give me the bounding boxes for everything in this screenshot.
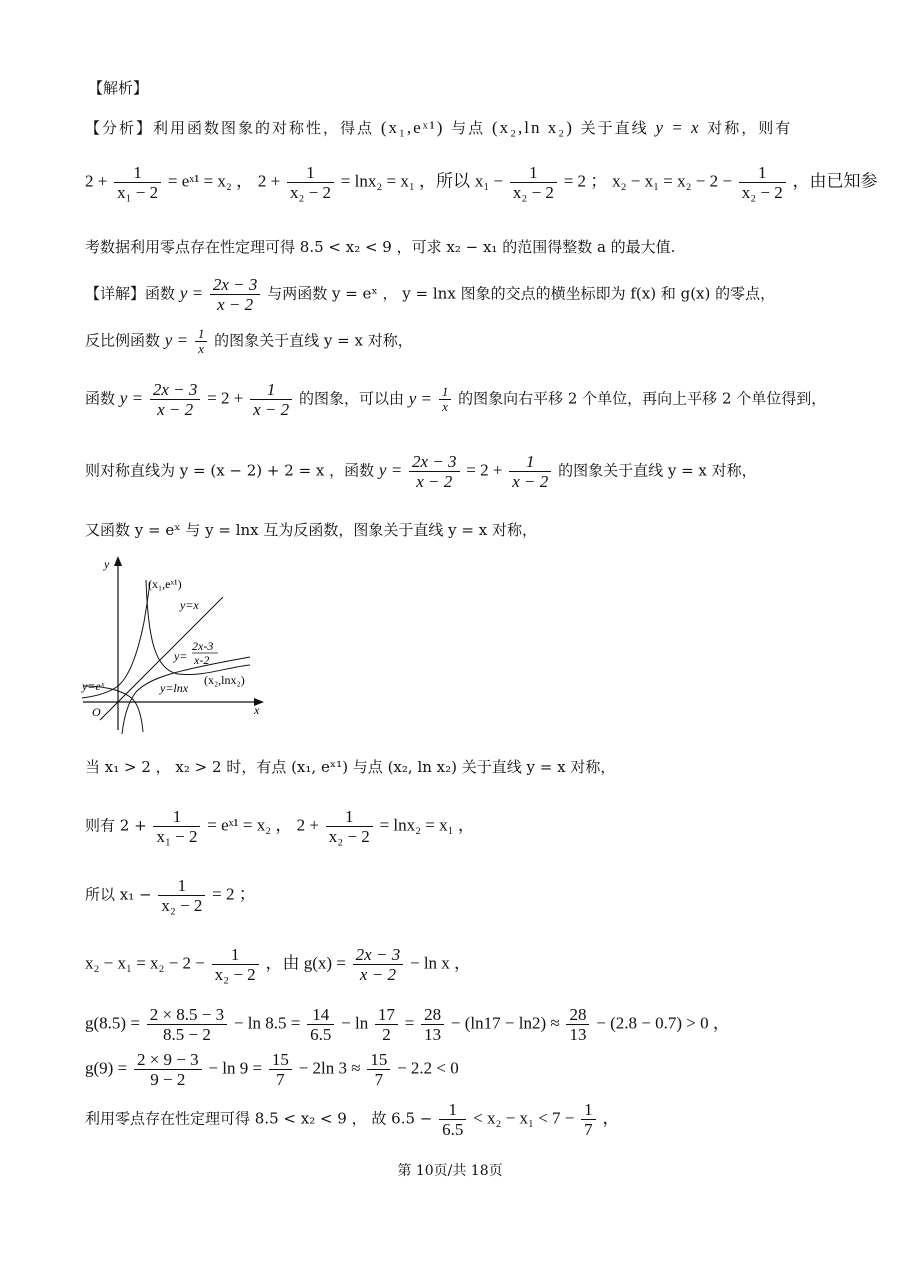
detail-line-2: [85, 327, 413, 356]
fraction: [439, 385, 452, 414]
eq-part: y =: [164, 330, 189, 350]
eq-part: − (ln17 − ln2) ≈: [450, 1013, 560, 1033]
fraction: [158, 876, 205, 915]
numerator: 1: [250, 380, 292, 400]
line-label: y=x: [180, 598, 199, 612]
eq-part: − ln 8.5 =: [233, 1013, 301, 1033]
origin-label: O: [92, 705, 101, 719]
denominator: x − 2: [253, 400, 290, 419]
numerator: 1: [326, 807, 373, 827]
eq-part: − ln 9 =: [208, 1058, 263, 1078]
eq-part: y =: [378, 460, 403, 480]
denominator: 7: [276, 1070, 285, 1089]
eq-part: x₂ − x₁ = x₂ − 2 −: [85, 953, 205, 973]
numerator: 1: [509, 452, 551, 472]
function-graph-figure: [78, 552, 268, 737]
numerator: 28: [421, 1005, 444, 1025]
denominator: 13: [424, 1025, 442, 1044]
point-1: (x₁,eˣ¹): [380, 118, 445, 137]
numerator: 1: [439, 385, 452, 400]
numerator: 1: [287, 163, 334, 183]
fraction: [326, 807, 373, 846]
numerator: 2 × 8.5 − 3: [147, 1005, 227, 1025]
detail-line-7: [85, 807, 475, 846]
denominator: 7: [374, 1070, 384, 1089]
denominator: x₂ − 2: [214, 965, 256, 984]
text: 则对称直线为 y = (x − 2) + 2 = x ，函数: [85, 461, 375, 480]
fraction: [195, 327, 208, 356]
fraction: [250, 380, 292, 419]
eq-part: y =: [408, 388, 433, 408]
numerator: 15: [367, 1050, 390, 1070]
point-1-label: (x₁,eˣ¹): [148, 577, 182, 591]
eq-part: − (2.8 − 0.7) > 0 ，: [596, 1013, 730, 1033]
numerator: 1: [195, 327, 208, 342]
eq-part: x₁ −: [474, 171, 504, 191]
eq-part: g(9) =: [85, 1058, 128, 1078]
denominator: 6.5: [442, 1120, 464, 1139]
numerator: 1: [439, 1100, 466, 1120]
denominator: x − 2: [217, 295, 254, 314]
denominator: 2: [382, 1025, 391, 1044]
eq-part: − ln: [341, 1013, 369, 1033]
detail-tag: 【详解】: [85, 284, 146, 303]
text: 函数: [145, 284, 176, 303]
numerator: 1: [212, 945, 259, 965]
eq-part: 2 +: [85, 171, 108, 191]
eq-part: < x₂ − x₁ < 7 −: [473, 1108, 575, 1128]
denominator: x: [198, 341, 204, 356]
numerator: 15: [269, 1050, 292, 1070]
text: 所以 x₁ −: [85, 885, 152, 904]
numerator: 2x − 3: [210, 275, 261, 295]
fraction: [409, 452, 460, 491]
denominator: x₂ − 2: [290, 183, 332, 202]
hyperbola-label-den: x-2: [194, 653, 210, 667]
text: 则有 2 +: [85, 816, 147, 835]
text: 的图象，可以由: [298, 389, 404, 408]
analysis-line-3: 考数据利用零点存在性定理可得 8.5 < x₂ < 9 ，可求 x₂ − x₁ 的范围得整数 a 的最大值.: [85, 238, 676, 256]
denominator: x₂ − 2: [161, 896, 203, 915]
fraction: [375, 1005, 398, 1044]
fraction: [421, 1005, 444, 1044]
eq-part: x₂ − x₁ = x₂ − 2 −: [612, 171, 732, 191]
hyperbola-label-num: 2x-3: [192, 639, 214, 653]
fraction: [510, 163, 557, 202]
section-heading: 【解析】: [88, 79, 149, 97]
detail-line-1: [85, 275, 775, 314]
fraction: [150, 380, 201, 419]
eq-part: y =: [119, 388, 144, 408]
text: 反比例函数: [85, 331, 161, 350]
denominator: x: [442, 399, 448, 414]
eq-part: − 2.2 < 0: [397, 1058, 459, 1078]
analysis-text: 利用函数图象的对称性，得点: [153, 119, 375, 137]
numerator: 1: [114, 163, 161, 183]
eq-part: − ln x ，: [409, 953, 472, 973]
analysis-text: 关于直线: [580, 119, 649, 137]
denominator: x₂ − 2: [512, 183, 554, 202]
numerator: 1: [510, 163, 557, 183]
eq-part: ，由已知参: [792, 171, 878, 191]
hyperbola-label-y: y=: [174, 649, 188, 663]
exp-label: y=eˣ: [82, 679, 105, 693]
numerator: 14: [307, 1005, 334, 1025]
denominator: x₂ − 2: [328, 827, 370, 846]
eq-part: y =: [179, 283, 204, 303]
fraction: [147, 1005, 227, 1044]
detail-line-4: [85, 452, 757, 491]
eq-part: g(8.5) =: [85, 1013, 140, 1033]
fraction: [739, 163, 786, 202]
detail-line-3: [85, 380, 826, 419]
page-number: 第 10页/共 18页: [397, 1163, 503, 1179]
fraction: [134, 1050, 202, 1089]
numerator: 2x − 3: [150, 380, 201, 400]
detail-line-5: 又函数 y = eˣ 与 y = lnx 互为反函数，图象关于直线 y = x 对称，: [85, 521, 537, 539]
denominator: x − 2: [416, 472, 453, 491]
fraction: [153, 807, 200, 846]
analysis-equation-row: [85, 163, 878, 202]
numerator: 1: [158, 876, 205, 896]
numerator: 1: [739, 163, 786, 183]
denominator: x − 2: [512, 472, 549, 491]
point-2-label: (x₂,lnx₂): [204, 673, 245, 687]
numerator: 17: [375, 1005, 398, 1025]
denominator: 8.5 − 2: [163, 1025, 211, 1044]
fraction: [307, 1005, 334, 1044]
denominator: x₁ − 2: [156, 827, 198, 846]
x-axis-label: x: [254, 703, 260, 717]
detail-line-11: [85, 1050, 459, 1089]
fraction: [367, 1050, 390, 1089]
eq-part: = 2 ；: [212, 884, 256, 904]
eq-part: = eˣ¹ = x₂ ，: [167, 171, 254, 191]
text: 函数: [85, 389, 116, 408]
eq-part: − 2ln 3 ≈: [298, 1058, 361, 1078]
text: 与两函数 y = eˣ ， y = lnx 图象的交点的横坐标即为 f(x) 和 g(x) 的零点，: [267, 284, 776, 303]
eq-part: ，: [602, 1108, 620, 1128]
eq-part: = 2 +: [466, 460, 503, 480]
denominator: 9 − 2: [150, 1070, 186, 1089]
text: 的图象关于直线 y = x 对称，: [214, 331, 413, 350]
y-axis-label: y: [104, 557, 110, 571]
detail-line-9: [85, 945, 471, 984]
denominator: 13: [569, 1025, 587, 1044]
denominator: x₁ − 2: [117, 183, 159, 202]
analysis-text: 对称，则有: [707, 119, 793, 137]
denominator: 6.5: [310, 1025, 332, 1044]
analysis-line-1: [85, 118, 792, 138]
eq-part: ，由 g(x) =: [265, 953, 346, 973]
fraction: [269, 1050, 292, 1089]
point-2: (x₂,ln x₂): [491, 118, 574, 137]
detail-line-10: [85, 1005, 730, 1044]
eq-part: = 2 ；: [563, 171, 608, 191]
detail-line-12: [85, 1100, 619, 1139]
numerator: 2x − 3: [353, 945, 404, 965]
text: 的图象关于直线 y = x 对称，: [558, 461, 757, 480]
ln-label: y=lnx: [160, 681, 189, 695]
fraction: [212, 945, 259, 984]
eq-part: = lnx₂ = x₁ ，: [379, 815, 475, 835]
fraction: [353, 945, 404, 984]
fraction: [287, 163, 334, 202]
fraction: [114, 163, 161, 202]
numerator: 2x − 3: [409, 452, 460, 472]
eq-part: = eˣ¹ = x₂ ， 2 +: [207, 815, 319, 835]
analysis-tag: 【分析】: [85, 119, 154, 137]
eq-part: = lnx₂ = x₁ ，所以: [340, 171, 471, 191]
denominator: 7: [584, 1120, 593, 1139]
line-y-eq-x: y = x: [655, 118, 701, 137]
fraction: [439, 1100, 466, 1139]
eq-part: = 2 +: [207, 388, 244, 408]
numerator: 28: [566, 1005, 589, 1025]
fraction: [566, 1005, 589, 1044]
fraction: [581, 1100, 596, 1139]
fraction: [509, 452, 551, 491]
text: 利用零点存在性定理可得 8.5 < x₂ < 9 ， 故 6.5 −: [85, 1109, 433, 1128]
detail-line-8: [85, 876, 256, 915]
eq-part: 2 +: [257, 171, 281, 191]
analysis-text: 与点: [451, 119, 486, 137]
denominator: x − 2: [157, 400, 194, 419]
eq-part: =: [404, 1013, 415, 1033]
y-axis-arrow-icon: [114, 556, 122, 566]
detail-line-6: 当 x₁ > 2 ， x₂ > 2 时，有点 (x₁, eˣ¹) 与点 (x₂, ln x₂) 关于直线 y = x 对称，: [85, 758, 616, 776]
numerator: 2 × 9 − 3: [134, 1050, 202, 1070]
numerator: 1: [581, 1100, 596, 1120]
denominator: x − 2: [359, 965, 396, 984]
numerator: 1: [153, 807, 200, 827]
denominator: x₂ − 2: [741, 183, 783, 202]
fraction: [210, 275, 261, 314]
text: 的图象向右平移 2 个单位，再向上平移 2 个单位得到，: [458, 389, 827, 408]
